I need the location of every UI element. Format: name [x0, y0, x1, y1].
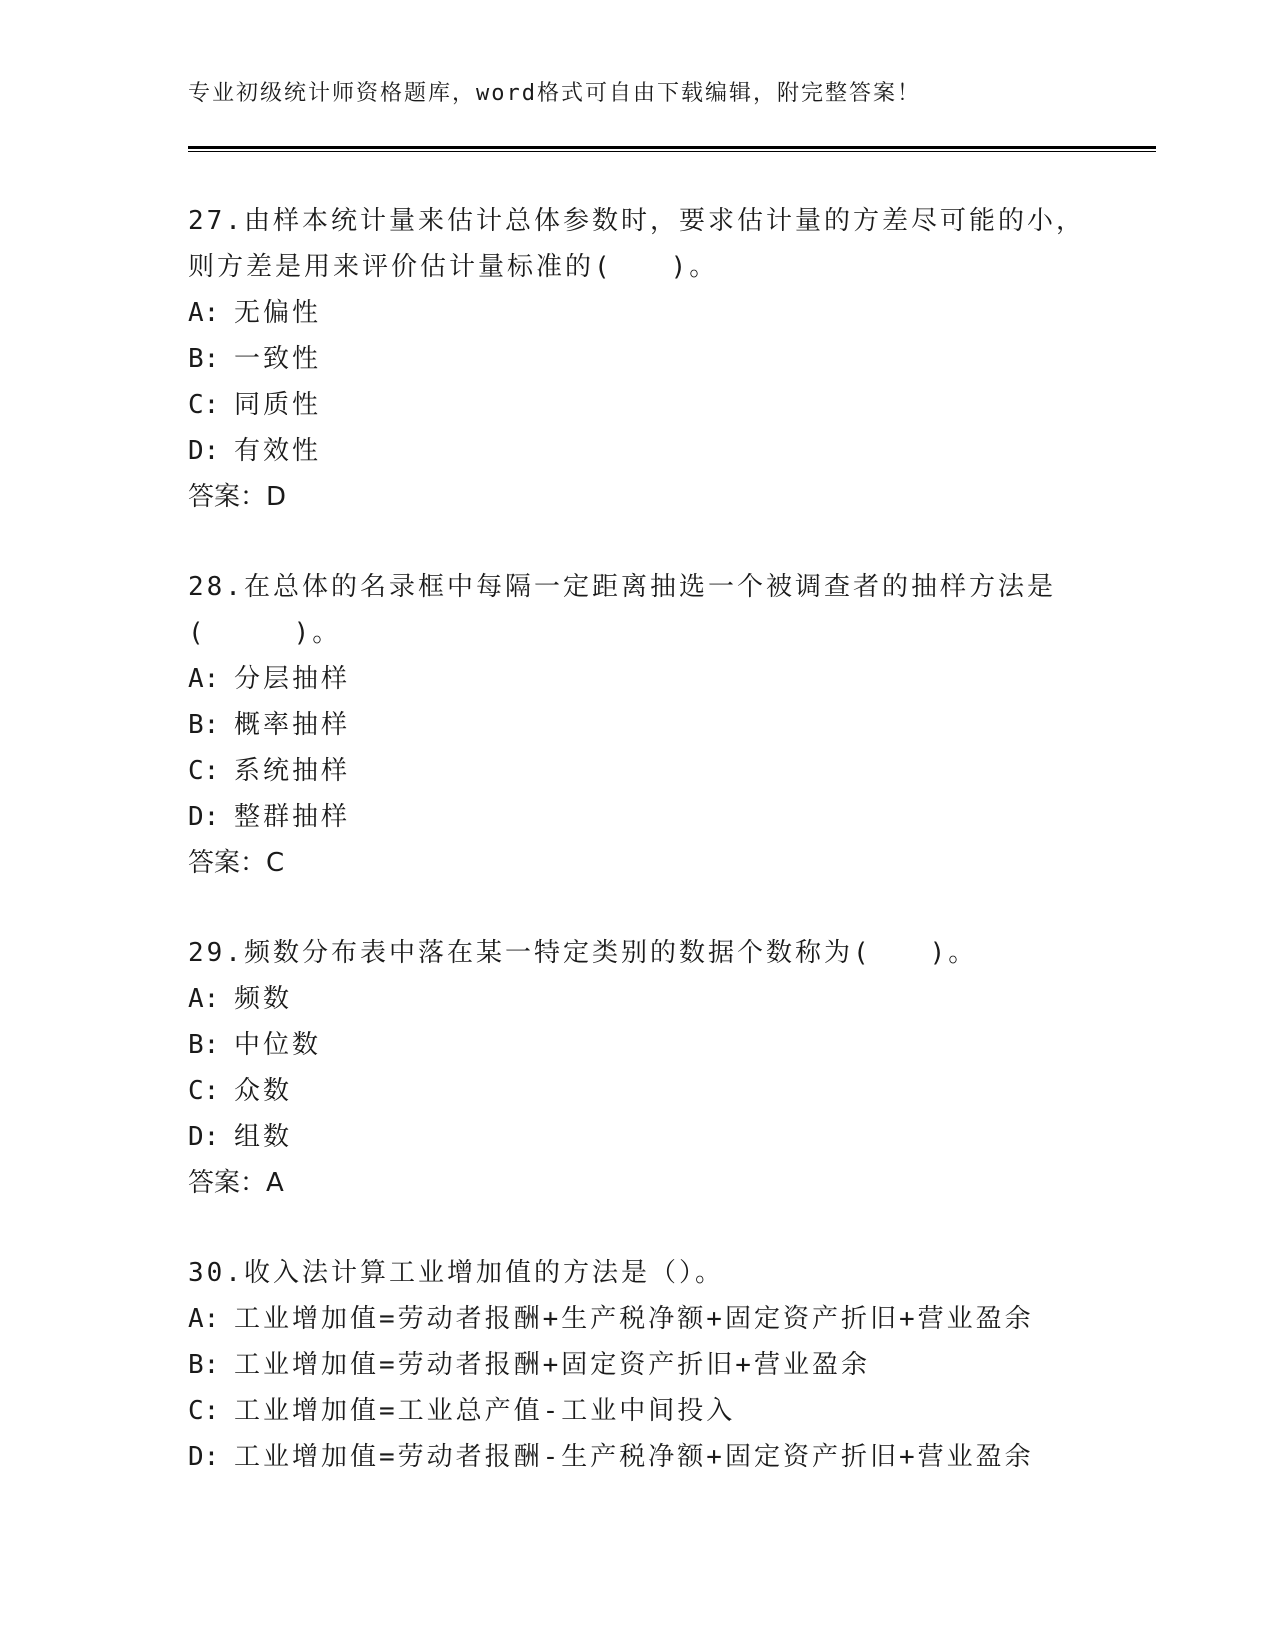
option-letter: D:: [188, 436, 220, 466]
option-text: 频数: [234, 984, 293, 1014]
question-text: 27.由样本统计量来估计总体参数时，要求估计量的方差尽可能的小，: [188, 206, 1085, 236]
option-a: [188, 656, 1088, 702]
option-a: [188, 290, 1088, 336]
option-letter: C:: [188, 756, 220, 786]
answer-line: 答案：C: [188, 848, 285, 878]
option-text: 中位数: [234, 1030, 322, 1060]
question-27: [188, 198, 1088, 520]
header-rule-thick: [188, 146, 1156, 149]
answer-line: 答案：D: [188, 482, 287, 512]
option-a: [188, 1296, 1088, 1342]
question-text: 则方差是用来评价估计量标准的( )。: [188, 252, 719, 282]
question-text: 29.频数分布表中落在某一特定类别的数据个数称为( )。: [188, 938, 978, 968]
option-letter: B:: [188, 1350, 220, 1380]
option-d: [188, 1434, 1088, 1480]
option-b: [188, 702, 1088, 748]
answer-line: 答案：A: [188, 1168, 284, 1198]
option-text: 工业增加值=劳动者报酬-生产税净额+固定资产折旧+营业盈余: [234, 1442, 1034, 1472]
option-text: 整群抽样: [234, 802, 351, 832]
option-text: 分层抽样: [234, 664, 351, 694]
option-text: 有效性: [234, 436, 322, 466]
question-30: [188, 1250, 1088, 1480]
option-d: [188, 1114, 1088, 1160]
question-29: [188, 930, 1088, 1206]
option-text: 概率抽样: [234, 710, 351, 740]
option-letter: D:: [188, 1442, 220, 1472]
option-letter: A:: [188, 984, 220, 1014]
option-letter: C:: [188, 1396, 220, 1426]
option-text: 组数: [234, 1122, 293, 1152]
option-c: [188, 1388, 1088, 1434]
option-letter: A:: [188, 298, 220, 328]
option-c: [188, 748, 1088, 794]
option-letter: A:: [188, 664, 220, 694]
question-text: 30.收入法计算工业增加值的方法是（）。: [188, 1258, 724, 1288]
option-d: [188, 428, 1088, 474]
option-text: 系统抽样: [234, 756, 351, 786]
option-text: 工业增加值=工业总产值-工业中间投入: [234, 1396, 736, 1426]
option-b: [188, 336, 1088, 382]
question-text: 28.在总体的名录框中每隔一定距离抽选一个被调查者的抽样方法是: [188, 572, 1056, 602]
option-letter: C:: [188, 390, 220, 420]
option-b: [188, 1342, 1088, 1388]
option-letter: D:: [188, 1122, 220, 1152]
option-text: 工业增加值=劳动者报酬+固定资产折旧+营业盈余: [234, 1350, 870, 1380]
option-b: [188, 1022, 1088, 1068]
option-text: 众数: [234, 1076, 293, 1106]
header-rule-thin: [188, 151, 1156, 152]
option-letter: A:: [188, 1304, 220, 1334]
option-d: [188, 794, 1088, 840]
option-c: [188, 382, 1088, 428]
option-letter: B:: [188, 710, 220, 740]
question-text: ( )。: [188, 618, 342, 648]
option-letter: D:: [188, 802, 220, 832]
option-text: 工业增加值=劳动者报酬+生产税净额+固定资产折旧+营业盈余: [234, 1304, 1034, 1334]
option-letter: B:: [188, 344, 220, 374]
option-letter: B:: [188, 1030, 220, 1060]
option-text: 无偏性: [234, 298, 322, 328]
question-28: [188, 564, 1088, 886]
option-text: 同质性: [234, 390, 322, 420]
option-text: 一致性: [234, 344, 322, 374]
option-letter: C:: [188, 1076, 220, 1106]
header-text: 专业初级统计师资格题库，word格式可自由下载编辑，附完整答案！: [188, 81, 921, 106]
option-c: [188, 1068, 1088, 1114]
option-a: [188, 976, 1088, 1022]
